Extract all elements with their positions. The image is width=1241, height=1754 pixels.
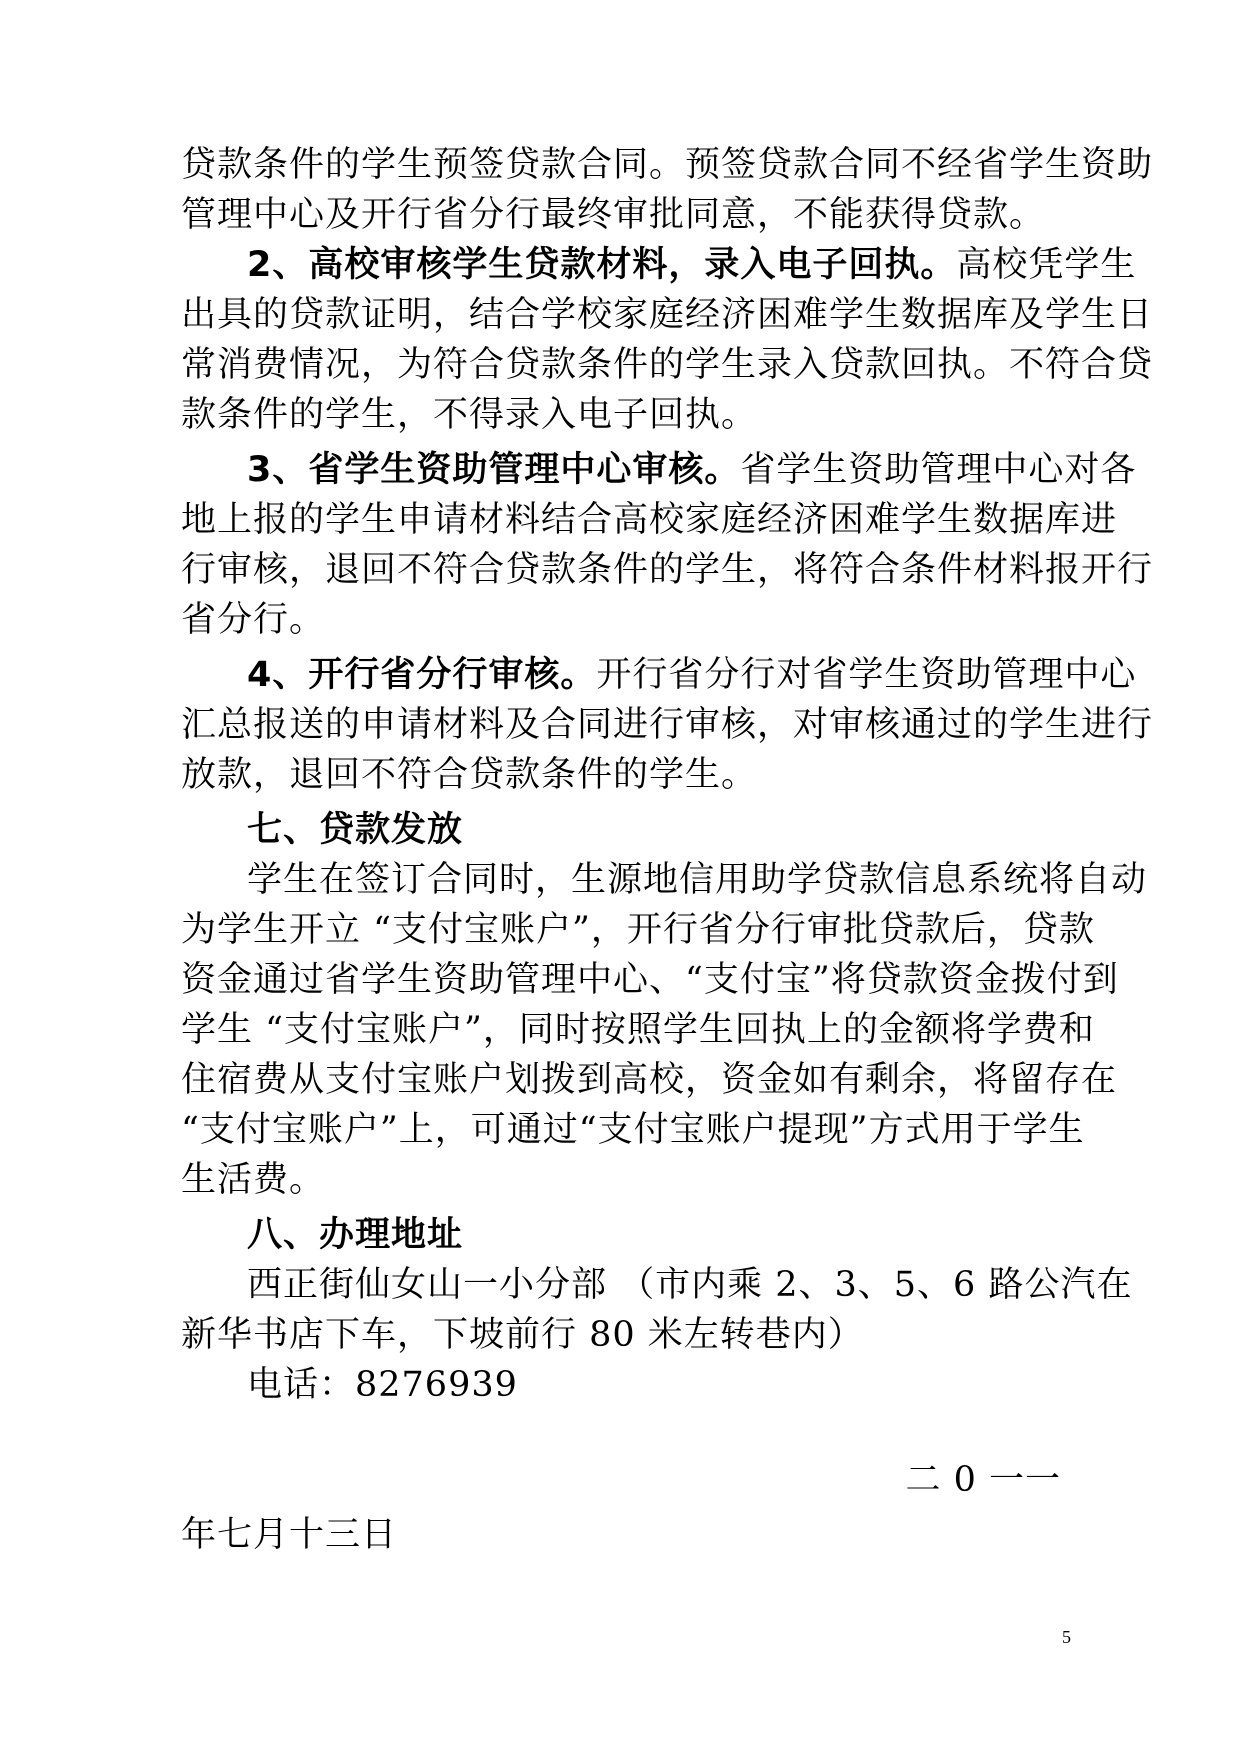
text-line: 行审核，退回不符合贷款条件的学生，将符合条件材料报开行 bbox=[181, 550, 1154, 590]
text-line: 地上报的学生申请材料结合高校家庭经济困难学生数据库进 bbox=[181, 500, 1118, 540]
text-line: 常消费情况，为符合贷款条件的学生录入贷款回执。不符合贷 bbox=[181, 345, 1154, 385]
text-line: 款条件的学生，不得录入电子回执。 bbox=[181, 395, 758, 435]
paragraph-2-heading: 2、高校审核学生贷款材料，录入电子回执。 bbox=[247, 245, 957, 285]
text-line: 管理中心及开行省分行最终审批同意，不能获得贷款。 bbox=[181, 195, 1046, 235]
date-line-part2: 年七月十三日 bbox=[181, 1515, 398, 1555]
text-line: 汇总报送的申请材料及合同进行审核，对审核通过的学生进行 bbox=[181, 705, 1154, 745]
paragraph-3-first-line bbox=[247, 445, 1137, 495]
page-number: 5 bbox=[1062, 1627, 1071, 1647]
paragraph-3-text: 省学生资助管理中心对各 bbox=[740, 450, 1137, 490]
paragraph-4-heading: 4、开行省分行审核。 bbox=[247, 655, 597, 695]
text-line: 出具的贷款证明，结合学校家庭经济困难学生数据库及学生日 bbox=[181, 295, 1154, 335]
text-line: 西正街仙女山一小分部 （市内乘 2、3、5、6 路公汽在 bbox=[247, 1265, 1133, 1305]
section-8-heading: 八、办理地址 bbox=[247, 1215, 464, 1255]
text-line: 资金通过省学生资助管理中心、“支付宝”将贷款资金拨付到 bbox=[181, 960, 1119, 1000]
paragraph-2-first-line bbox=[247, 240, 1137, 290]
paragraph-2-text: 高校凭学生 bbox=[956, 245, 1137, 285]
text-line: 学生在签订合同时，生源地信用助学贷款信息系统将自动 bbox=[247, 860, 1148, 900]
text-line: 贷款条件的学生预签贷款合同。预签贷款合同不经省学生资助 bbox=[181, 145, 1154, 185]
paragraph-4-first-line bbox=[247, 650, 1137, 700]
text-line: 新华书店下车，下坡前行 80 米左转巷内） bbox=[181, 1315, 864, 1355]
text-line: 学生 “支付宝账户”，同时按照学生回执上的金额将学费和 bbox=[181, 1010, 1095, 1050]
text-line: 放款，退回不符合贷款条件的学生。 bbox=[181, 755, 758, 795]
paragraph-3-heading: 3、省学生资助管理中心审核。 bbox=[247, 450, 741, 490]
text-line: 住宿费从支付宝账户划拨到高校，资金如有剩余，将留存在 bbox=[181, 1060, 1118, 1100]
section-7-heading: 七、贷款发放 bbox=[247, 810, 464, 850]
text-line: 为学生开立 “支付宝账户”，开行省分行审批贷款后，贷款 bbox=[181, 910, 1095, 950]
paragraph-4-text: 开行省分行对省学生资助管理中心 bbox=[596, 655, 1137, 695]
phone-line: 电话：8276939 bbox=[247, 1365, 518, 1405]
text-line: 省分行。 bbox=[181, 600, 326, 640]
text-line: 生活费。 bbox=[181, 1160, 326, 1200]
date-line-part1: 二 0 一一 bbox=[905, 1460, 1061, 1500]
text-line: “支付宝账户”上，可通过“支付宝账户提现”方式用于学生 bbox=[181, 1110, 1085, 1150]
